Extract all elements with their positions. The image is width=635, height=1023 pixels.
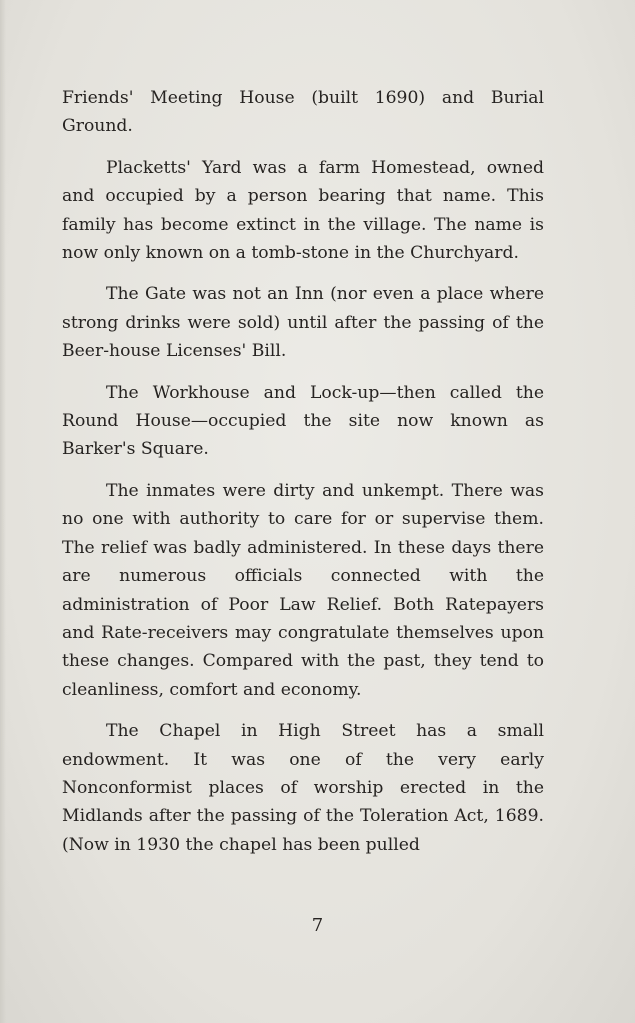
paragraph-friends-meeting-house: Friends' Meeting House (built 1690) and Burial Ground. [62,88,544,137]
paragraph-the-gate: The Gate was not an Inn (nor even a place where strong drinks were sold) until after the passing of the Beer-house Licenses' Bill. [62,284,544,362]
paragraph-workhouse: The Workhouse and Lock-up—then called the Round House—occupied the site now known as Barker's Square. [62,382,544,460]
paragraph-inmates: The inmates were dirty and unkempt. There was no one with authority to care for or supervise them. The relief was badly administered. In these days there are numerous officials connected with the administration of Poor Law Relief. Both Ratepayers and Rate-receivers may congratulate themselves upon these changes. Compared with the past, they tend to cleanliness, comfort and economy. [62,480,544,700]
page-number: 7 [311,915,324,936]
body-text [62,84,544,872]
page-edge [0,0,6,1023]
paragraph-placketts-yard: Placketts' Yard was a farm Homestead, owned and occupied by a person bearing that name. This family has become extinct in the village. The name is now only known on a tomb-stone in the Churchyard. [62,157,544,264]
paragraph-chapel: The Chapel in High Street has a small endowment. It was one of the very early Nonconformist places of worship erected in the Midlands after the passing of the Toleration Act, 1689. (Now in 1930 the chapel has been pulled [62,721,544,855]
